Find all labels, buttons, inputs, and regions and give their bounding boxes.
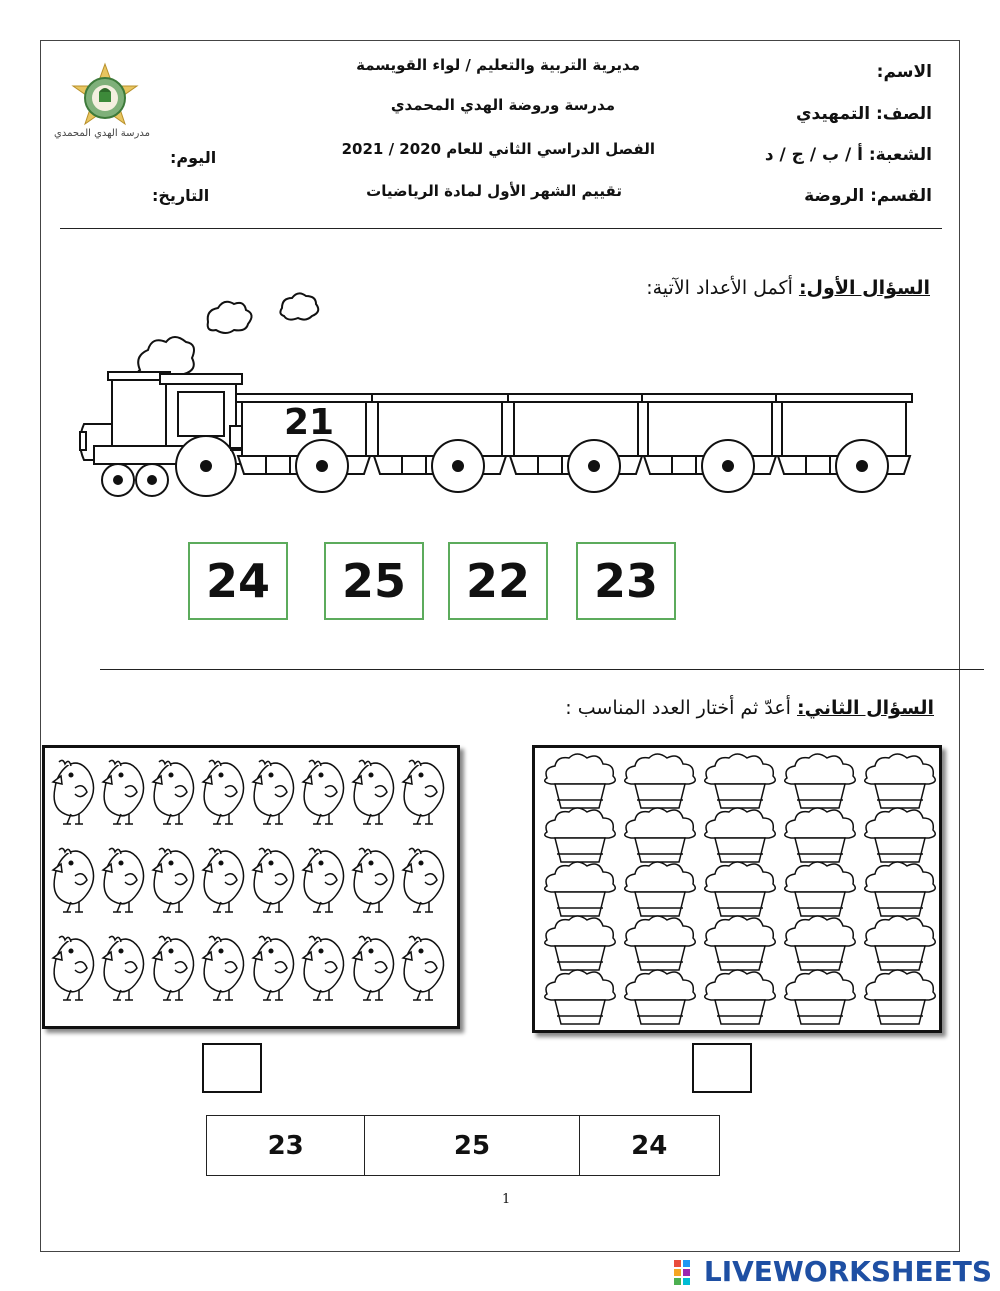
choice-cell[interactable]: 25 (364, 1116, 578, 1175)
liveworksheets-brand[interactable] (674, 1255, 992, 1288)
directorate-title: مديرية التربية والتعليم / لواء القويسمة (356, 56, 640, 74)
date-label: التاريخ: (152, 186, 210, 205)
chicks-answer-box[interactable] (202, 1043, 262, 1093)
name-label: الاسم: (876, 62, 932, 82)
page-frame (40, 40, 960, 1252)
brand-text: LIVEWORKSHEETS (703, 1255, 992, 1288)
choice-cell[interactable]: 24 (579, 1116, 719, 1175)
liveworksheets-logo-icon (674, 1258, 700, 1286)
number-card[interactable]: 22 (448, 542, 548, 620)
number-card[interactable]: 23 (576, 542, 676, 620)
muffins-answer-box[interactable] (692, 1043, 752, 1093)
assessment-title: تقييم الشهر الأول لمادة الرياضيات (366, 182, 622, 200)
header-divider (60, 228, 942, 229)
question2-title (565, 697, 934, 719)
number-card[interactable]: 24 (188, 542, 288, 620)
train-illustration (70, 290, 930, 510)
question2-instruction: أعدّ ثم أختار العدد المناسب : (565, 697, 797, 719)
number-card[interactable]: 25 (324, 542, 424, 620)
question1-label: السؤال الأول: (798, 277, 930, 299)
muffins-picture (532, 745, 942, 1033)
day-label: اليوم: (170, 148, 217, 167)
train-first-number: 21 (284, 402, 335, 443)
muffin-grid (535, 748, 939, 1030)
chicks-picture (42, 745, 460, 1029)
question1-instruction: أكمل الأعداد الآتية: (646, 277, 799, 299)
semester-title: الفصل الدراسي الثاني للعام 2020 / 2021 (341, 140, 655, 158)
logo-caption: مدرسة الهدي المحمدي (54, 128, 150, 139)
page-number: 1 (502, 1192, 511, 1207)
section-label: الشعبة: أ / ب / ج / د (764, 145, 932, 165)
choices-table (206, 1115, 720, 1176)
chick-grid (45, 748, 457, 1026)
school-title: مدرسة وروضة الهدي المحمدي (390, 96, 615, 114)
section-divider (100, 669, 984, 670)
choice-cell[interactable]: 23 (267, 1130, 304, 1161)
question2-label: السؤال الثاني: (797, 697, 934, 719)
department-label: القسم: الروضة (804, 186, 932, 206)
class-label: الصف: التمهيدي (795, 104, 932, 124)
